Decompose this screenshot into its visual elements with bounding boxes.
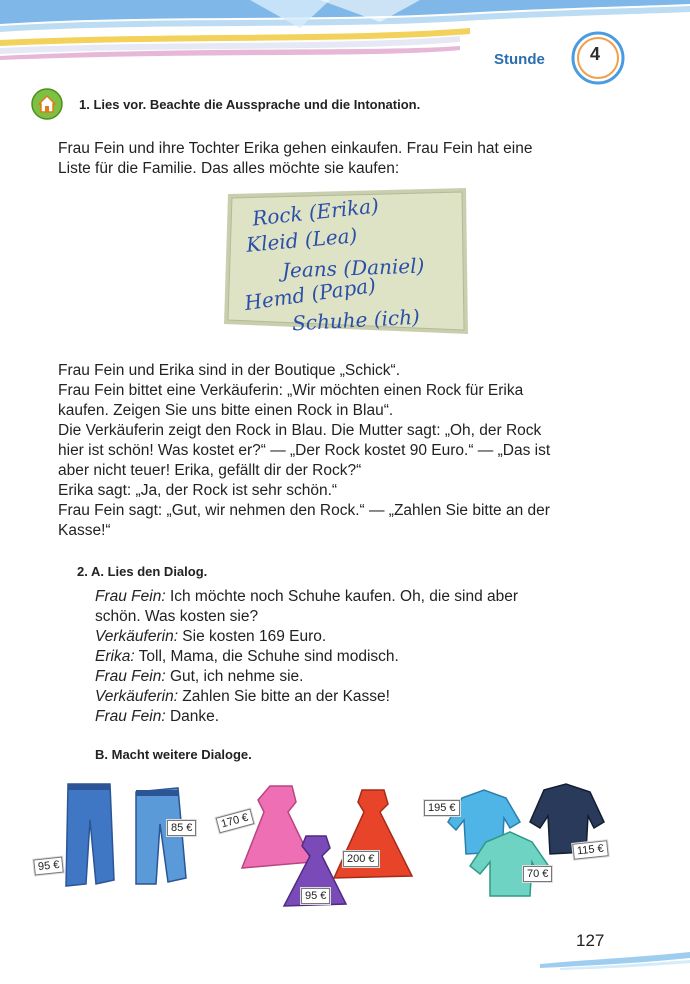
dialog-speaker: Frau Fein: [95,588,166,605]
price-tag-purple-dress: 95 € [301,888,330,904]
price-tag-dark-jacket: 115 € [572,840,608,860]
home-icon [31,88,63,120]
list-item: Hemd (Papa) [242,272,378,316]
dialog-text: Danke. [165,708,220,725]
story-line: Kasse!“ [58,522,111,539]
dialog-line [95,687,615,707]
dialog-line [95,647,615,667]
list-item: Rock (Erika) [251,193,380,231]
lesson-number: 4 [589,44,600,64]
story-line: aber nicht teuer! Erika, gefällt dir der Rock?“ [58,462,362,479]
task2a-title: 2. A. Lies den Dialog. [77,564,208,579]
list-item: Schuhe (ich) [291,304,421,336]
jeans-illustration [28,780,208,892]
page-number: 127 [576,931,605,950]
story-line: hier ist schön! Was kostet er?“ — „Der Rock kostet 90 Euro.“ — „Das ist [58,442,551,459]
story-line: Frau Fein und Erika sind in der Boutique „Schick“. [58,362,401,379]
list-item: Kleid (Lea) [245,223,359,257]
dialog-speaker: Frau Fein: [95,668,166,685]
task1-title: 1. Lies vor. Beachte die Aussprache und die Intonation. [79,97,421,112]
price-tag-jeans-right: 85 € [167,820,196,836]
lesson-label: Stunde [494,51,545,68]
dialog-text: Ich möchte noch Schuhe kaufen. Oh, die sind aber [165,588,519,605]
dialog-text: Sie kosten 169 Euro. [178,628,327,645]
task1-story [58,361,618,541]
dialog-text: Zahlen Sie bitte an der Kasse! [178,688,390,705]
story-line: Frau Fein sagt: „Gut, wir nehmen den Rock.“ — „Zahlen Sie bitte an der [58,502,550,519]
story-line: Erika sagt: „Ja, der Rock ist sehr schön.“ [58,482,338,499]
footer-swoosh [540,950,690,972]
dialog-line [95,667,615,687]
intro-line: Frau Fein und ihre Tochter Erika gehen einkaufen. Frau Fein hat eine [58,140,533,157]
task1-intro [58,139,618,179]
price-tag-blue-shirt: 195 € [424,800,460,816]
price-tag-jeans-left: 95 € [33,857,64,876]
intro-line: Liste für die Familie. Das alles möchte sie kaufen: [58,160,400,177]
dialog-line [95,607,615,627]
dialog-speaker: Frau Fein: [95,708,166,725]
dialog-text: Gut, ich nehme sie. [165,668,304,685]
dialog-speaker: Erika: [95,648,135,665]
dialog-text: Toll, Mama, die Schuhe sind modisch. [134,648,399,665]
story-line: Die Verkäuferin zeigt den Rock in Blau. Die Mutter sagt: „Oh, der Rock [58,422,542,439]
shirts-illustration [440,782,612,900]
price-tag-red-dress: 200 € [343,851,379,867]
dialog-speaker: Verkäuferin: [95,688,178,705]
task2b-title: B. Macht weitere Dialoge. [95,747,252,762]
story-line: kaufen. Zeigen Sie uns bitte einen Rock in Blau“. [58,402,394,419]
dialog-line [95,627,615,647]
dialog-line [95,707,615,727]
price-tag-pink-dress: 170 € [216,809,254,834]
dialog-line [95,587,615,607]
dialog-speaker: Verkäuferin: [95,628,178,645]
list-item: Jeans (Daniel) [281,253,425,283]
dialog [95,587,615,727]
price-tag-green-shirt: 70 € [523,866,552,882]
dialog-text: schön. Was kosten sie? [95,608,259,625]
story-line: Frau Fein bittet eine Verkäuferin: „Wir möchten einen Rock für Erika [58,382,524,399]
